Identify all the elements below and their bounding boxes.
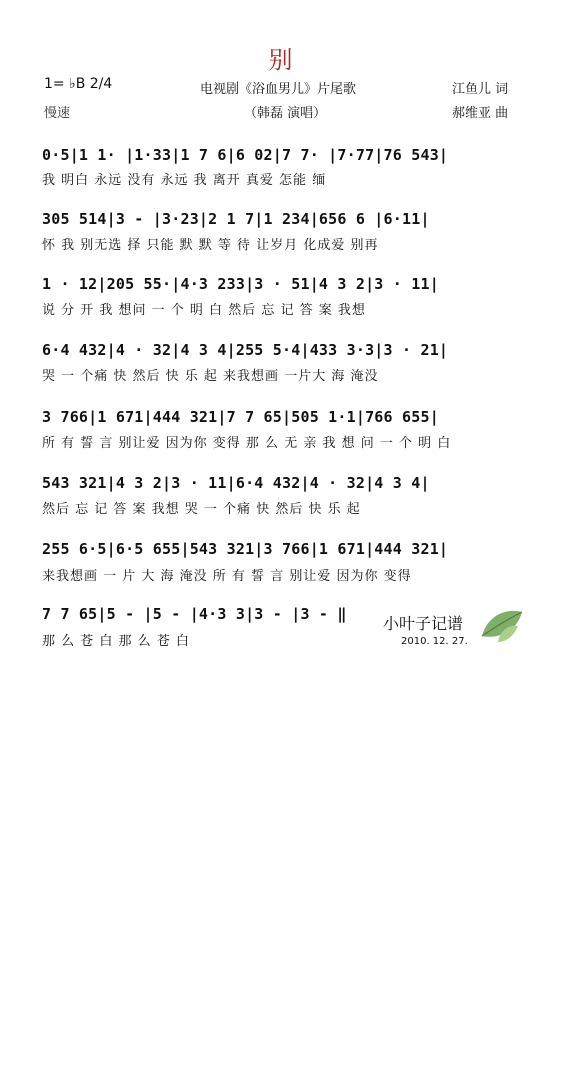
notation-line-4: 6·4 432|4 · 32|4 3 4|255 5·4|433 3·3|3 · 21|	[42, 341, 449, 359]
lyricist-credit: 江鱼儿 词	[452, 82, 509, 97]
key-signature: 1= ♭B 2/4	[44, 76, 113, 92]
notation-line-6: 543 321|4 3 2|3 · 11|6·4 432|4 · 32|4 3 4|	[42, 474, 430, 492]
leaf-icon	[478, 606, 526, 646]
lyric-line-6: 然后 忘 记 答 案 我想 哭 一 个痛 快 然后 快 乐 起	[42, 502, 361, 517]
composer-credit: 郝维亚 曲	[452, 106, 509, 121]
notation-line-7: 255 6·5|6·5 655|543 321|3 766|1 671|444 321|	[42, 540, 449, 558]
lyric-line-4: 哭 一 个痛 快 然后 快 乐 起 来我想画 一片大 海 淹没	[42, 369, 379, 384]
notation-line-1: 0·5|1 1· |1·33|1 7 6|6 02|7 7· |7·77|76 543|	[42, 146, 449, 164]
notation-line-5: 3 766|1 671|444 321|7 7 65|505 1·1|766 655|	[42, 408, 439, 426]
tempo-marking: 慢速	[44, 106, 71, 121]
singer-credit: （韩磊 演唱）	[244, 106, 327, 121]
lyric-line-1: 我 明白 永远 没有 永远 我 离开 真爱 怎能 缅	[42, 173, 327, 188]
transcriber-signature: 小叶子记谱	[383, 614, 464, 633]
transcription-date: 2010. 12. 27.	[401, 636, 468, 647]
notation-line-8: 7 7 65|5 - |5 - |4·3 3|3 - |3 - ‖	[42, 605, 347, 623]
lyric-line-2: 怀 我 别无选 择 只能 默 默 等 待 让岁月 化成爱 别再	[42, 238, 379, 253]
lyric-line-7: 来我想画 一 片 大 海 淹没 所 有 誓 言 别让爱 因为你 变得	[42, 569, 412, 584]
notation-line-2: 305 514|3 - |3·23|2 1 7|1 234|656 6 |6·11|	[42, 210, 430, 228]
lyric-line-5: 所 有 誓 言 别让爱 因为你 变得 那 么 无 亲 我 想 问 一 个 明 白	[42, 436, 452, 451]
lyric-line-8: 那 么 苍 白 那 么 苍 白	[42, 634, 190, 649]
notation-line-3: 1 · 12|205 55·|4·3 233|3 · 51|4 3 2|3 · 11|	[42, 275, 439, 293]
page-title: 别	[268, 46, 293, 74]
lyric-line-3: 说 分 开 我 想问 一 个 明 白 然后 忘 记 答 案 我想	[42, 303, 366, 318]
subtitle: 电视剧《浴血男儿》片尾歌	[200, 82, 357, 97]
